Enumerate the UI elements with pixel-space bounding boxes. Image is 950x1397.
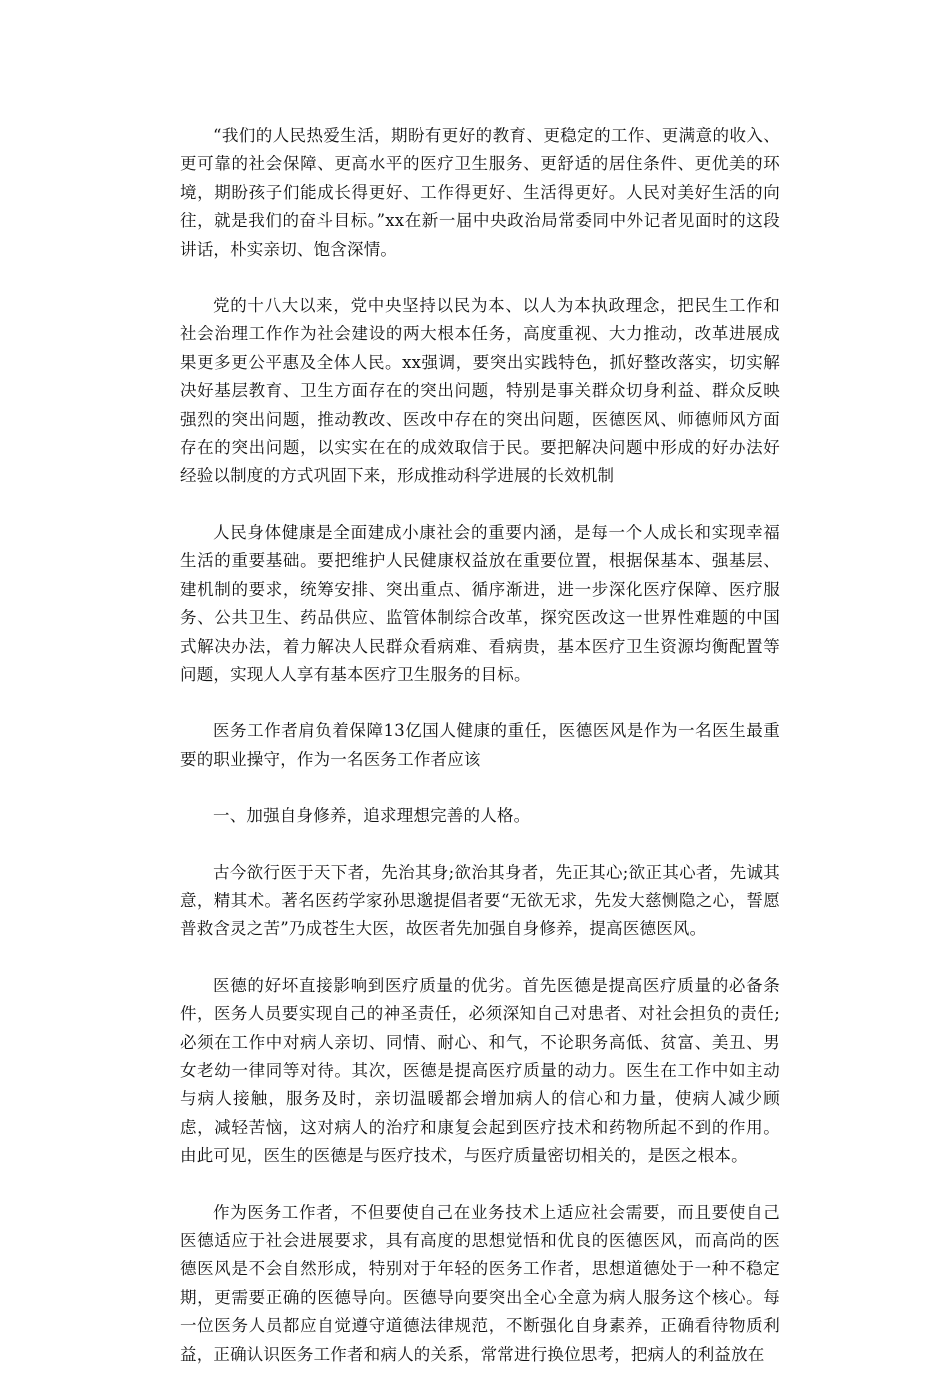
paragraph-public-health: 人民身体健康是全面建成小康社会的重要内涵，是每一个人成长和实现幸福生活的重要基础。要把维护人民健康权益放在重要位置，根据保基本、强基层、建机制的要求，统筹安排、突出重点、循序渐进，进一步深化医疗保障、医疗服务、公共卫生、药品供应、监管体制综合改革，探究医改这一世界性难题的中国式解决办法，着力解决人民群众看病难、看病贵，基本医疗卫生资源均衡配置等问题，实现人人享有基本医疗卫生服务的目标。 [180, 522, 780, 684]
paragraph-self-cultivation: 古今欲行医于天下者，先治其身;欲治其身者，先正其心;欲正其心者，先诚其意，精其术。著名医药学家孙思邈提倡者要“无欲无求，先发大慈恻隐之心，誓愿普救含灵之苦”乃成苍生大医，故医者先加强自身修养，提高医德医风。 [180, 862, 780, 939]
section-heading-1: 一、加强自身修养，追求理想完善的人格。 [213, 806, 531, 826]
paragraph-medical-workers: 医务工作者肩负着保障13亿国人健康的重任，医德医风是作为一名医生最重要的职业操守，作为一名医务工作者应该 [180, 721, 780, 769]
document-body [180, 122, 780, 1397]
paragraph-ethics-guidance: 作为医务工作者，不但要使自己在业务技术上适应社会需要，而且要使自己医德适应于社会进展要求，具有高度的思想觉悟和优良的医德医风，而高尚的医德医风是不会自然形成，特别对于年轻的医务工作者，思想道德处于一种不稳定期，更需要正确的医德导向。医德导向要突出全心全意为病人服务这个核心。每一位医务人员都应自觉遵守道德法律规范，不断强化自身素养，正确看待物质利益，正确认识医务工作者和病人的关系，常常进行换位思考，把病人的利益放在 [180, 1202, 780, 1364]
paragraph-party-policy: 党的十八大以来，党中央坚持以民为本、以人为本执政理念，把民生工作和社会治理工作作为社会建设的两大根本任务，高度重视、大力推动，改革进展成果更多更公平惠及全体人民。xx强调，要突出实践特色，抓好整改落实，切实解决好基层教育、卫生方面存在的突出问题，特别是事关群众切身利益、群众反映强烈的突出问题，推动教改、医改中存在的突出问题，医德医风、师德师风方面存在的突出问题，以实实在在的成效取信于民。要把解决问题中形成的好办法好经验以制度的方式巩固下来，形成推动科学进展的长效机制 [180, 296, 780, 486]
paragraph-medical-ethics-quality: 医德的好坏直接影响到医疗质量的优劣。首先医德是提高医疗质量的必备条件，医务人员要实现自己的神圣责任，必须深知自己对患者、对社会担负的责任;必须在工作中对病人亲切、同情、耐心、和气，不论职务高低、贫富、美丑、男女老幼一律同等对待。其次，医德是提高医疗质量的动力。医生在工作中如主动与病人接触，服务及时，亲切温暖都会增加病人的信心和力量，使病人减少顾虑，减轻苦恼，这对病人的治疗和康复会起到医疗技术和药物所起不到的作用。由此可见，医生的医德是与医疗技术，与医疗质量密切相关的，是医之根本。 [180, 975, 780, 1166]
paragraph-quote-opening: “我们的人民热爱生活，期盼有更好的教育、更稳定的工作、更满意的收入、更可靠的社会保障、更高水平的医疗卫生服务、更舒适的居住条件、更优美的环境，期盼孩子们能成长得更好、工作得更好、生活得更好。人民对美好生活的向往，就是我们的奋斗目标。”xx在新一届中央政治局常委同中外记者见面时的这段讲话，朴实亲切、饱含深情。 [180, 126, 780, 259]
